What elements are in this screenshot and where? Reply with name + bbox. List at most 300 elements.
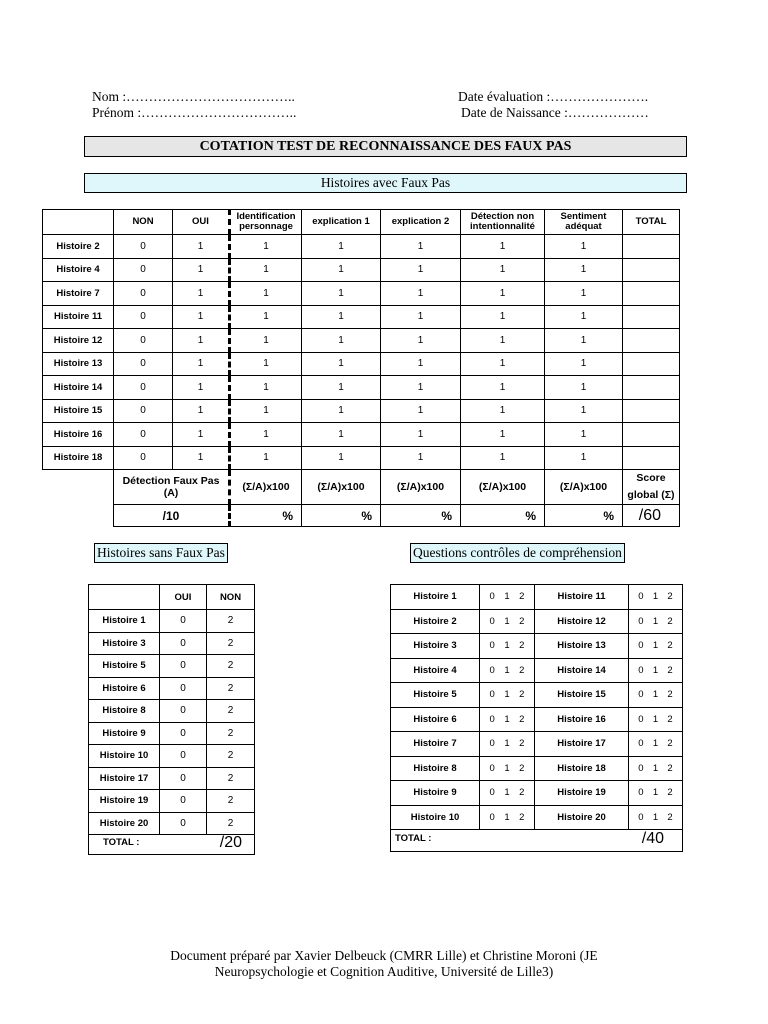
row-label: Histoire 15 [43, 399, 114, 423]
date-naissance-field[interactable]: Date de Naissance :……………… [461, 105, 649, 120]
prenom-field[interactable]: Prénom :…………………………….. [92, 105, 297, 120]
score-cell[interactable]: 2 [207, 767, 255, 790]
score-option[interactable]: 1 [504, 811, 510, 823]
table-header-row [89, 585, 255, 610]
score-cell[interactable]: 1 [381, 376, 461, 400]
table-row [43, 446, 680, 470]
score-option[interactable]: 0 [638, 738, 644, 750]
score-option[interactable]: 0 [489, 591, 495, 603]
row-label: Histoire 17 [89, 767, 160, 790]
score-options-cell[interactable] [629, 658, 683, 683]
score-options-cell[interactable] [629, 683, 683, 708]
score-option[interactable]: 0 [638, 811, 644, 823]
score-option[interactable]: 1 [652, 811, 659, 823]
score-option[interactable]: 0 [489, 689, 495, 701]
score-option[interactable]: 1 [504, 591, 510, 603]
score-option[interactable]: 2 [667, 787, 673, 799]
table-row [391, 683, 683, 708]
score-cell[interactable]: 0 [160, 700, 207, 723]
table-row [43, 352, 680, 376]
summary-value[interactable]: % [230, 505, 302, 527]
score-cell[interactable]: 0 [160, 655, 207, 678]
row-label: Histoire 13 [43, 352, 114, 376]
score-options-cell[interactable] [480, 805, 535, 830]
score-option[interactable]: 0 [489, 738, 495, 750]
nom-field[interactable]: Nom :……………………………….. [92, 89, 295, 104]
table-row [43, 399, 680, 423]
score-option[interactable]: 1 [504, 615, 510, 627]
table-row [89, 790, 255, 813]
row-label: Histoire 2 [43, 235, 114, 259]
score-cell[interactable]: 0 [114, 446, 173, 470]
score-option[interactable]: 0 [638, 787, 644, 799]
score-cell[interactable]: 0 [114, 376, 173, 400]
score-option[interactable]: 0 [638, 615, 644, 627]
score-option[interactable]: 2 [519, 640, 525, 652]
column-header: explication 1 [302, 210, 381, 235]
score-cell[interactable]: 0 [114, 282, 173, 306]
table-row [391, 805, 683, 830]
table-row [43, 423, 680, 447]
score-cell[interactable]: 1 [381, 305, 461, 329]
summary-value[interactable]: % [302, 505, 381, 527]
table-row [391, 658, 683, 683]
row-label: Histoire 19 [535, 781, 629, 806]
sans-faux-pas-table [88, 584, 255, 855]
score-options-cell[interactable] [480, 732, 535, 757]
score-option[interactable]: 0 [638, 664, 644, 676]
summary-label: Détection Faux Pas (A) [114, 470, 230, 505]
score-cell[interactable]: 0 [114, 423, 173, 447]
score-cell[interactable]: 1 [230, 376, 302, 400]
faux-pas-score-table [42, 209, 680, 527]
score-cell[interactable]: 1 [545, 282, 623, 306]
total-value: /40 [641, 830, 664, 847]
score-cell[interactable]: 1 [302, 329, 381, 353]
score-cell[interactable]: 0 [160, 610, 207, 633]
row-label: Histoire 19 [89, 790, 160, 813]
summary-label: (Σ/A)x100 [545, 470, 623, 505]
score-cell[interactable]: 1 [230, 235, 302, 259]
score-option[interactable]: 1 [652, 591, 659, 603]
score-cell[interactable]: 2 [207, 790, 255, 813]
summary-label: (Σ/A)x100 [381, 470, 461, 505]
score-cell[interactable]: 1 [302, 282, 381, 306]
score-option[interactable]: 1 [504, 640, 510, 652]
score-cell[interactable]: 0 [114, 258, 173, 282]
score-option[interactable]: 1 [652, 640, 659, 652]
row-label: Histoire 17 [535, 732, 629, 757]
score-options-cell[interactable] [480, 683, 535, 708]
score-option[interactable]: 2 [519, 787, 525, 799]
score-option[interactable]: 0 [489, 762, 495, 774]
score-option[interactable]: 2 [667, 615, 673, 627]
score-cell[interactable]: 1 [461, 423, 545, 447]
score-option[interactable]: 0 [489, 640, 495, 652]
control-questions-table [390, 584, 683, 852]
score-cell[interactable]: 1 [545, 258, 623, 282]
date-evaluation-field[interactable]: Date évaluation :…………………. [458, 89, 649, 104]
score-cell[interactable]: 0 [160, 722, 207, 745]
score-cell[interactable]: 0 [114, 305, 173, 329]
score-option[interactable]: 1 [652, 787, 659, 799]
score-option[interactable]: 1 [504, 689, 510, 701]
score-cell[interactable]: 1 [173, 305, 230, 329]
score-option[interactable]: 1 [652, 713, 659, 725]
column-header: TOTAL [623, 210, 680, 235]
score-option[interactable]: 2 [667, 640, 673, 652]
row-label: Histoire 16 [535, 707, 629, 732]
score-cell[interactable]: 1 [381, 282, 461, 306]
table-row [43, 376, 680, 400]
score-cell[interactable]: 2 [207, 700, 255, 723]
summary-label: (Σ/A)x100 [461, 470, 545, 505]
column-header: NON [114, 210, 173, 235]
row-label: Histoire 7 [43, 282, 114, 306]
total-label: TOTAL : [395, 833, 432, 844]
score-cell[interactable]: 1 [545, 305, 623, 329]
score-options-cell[interactable] [629, 732, 683, 757]
score-option[interactable]: 1 [504, 664, 510, 676]
footer [60, 948, 708, 980]
row-label: Histoire 18 [43, 446, 114, 470]
score-option[interactable]: 2 [519, 591, 525, 603]
row-label: Histoire 1 [89, 610, 160, 633]
row-label: Histoire 9 [89, 722, 160, 745]
table-row [391, 756, 683, 781]
row-label: Histoire 2 [391, 609, 480, 634]
table-row [43, 305, 680, 329]
score-option[interactable]: 1 [504, 787, 510, 799]
table-row [391, 634, 683, 659]
score-cell[interactable]: 1 [302, 305, 381, 329]
score-option[interactable]: 1 [652, 615, 659, 627]
score-cell[interactable]: 2 [207, 722, 255, 745]
score-cell[interactable]: 0 [114, 399, 173, 423]
summary-label: Score global (Σ) [623, 470, 680, 505]
score-options-cell[interactable] [629, 609, 683, 634]
summary-label-row [43, 470, 680, 505]
total-cell[interactable] [623, 258, 680, 282]
score-option[interactable]: 0 [489, 713, 495, 725]
score-option[interactable]: 2 [667, 664, 673, 676]
score-cell[interactable]: 0 [114, 352, 173, 376]
score-cell[interactable]: 1 [173, 329, 230, 353]
score-cell[interactable]: 1 [545, 376, 623, 400]
score-option[interactable]: 0 [638, 640, 644, 652]
score-cell[interactable]: 1 [302, 235, 381, 259]
score-cell[interactable]: 1 [230, 423, 302, 447]
score-cell[interactable]: 1 [545, 352, 623, 376]
score-option[interactable]: 1 [652, 664, 659, 676]
score-cell[interactable]: 1 [381, 235, 461, 259]
score-cell[interactable]: 2 [207, 745, 255, 768]
score-cell[interactable]: 1 [545, 235, 623, 259]
score-options-cell[interactable] [629, 805, 683, 830]
score-option[interactable]: 2 [667, 811, 673, 823]
table-row [391, 585, 683, 610]
total-cell[interactable] [623, 423, 680, 447]
score-cell[interactable]: 1 [545, 329, 623, 353]
score-cell[interactable]: 1 [461, 376, 545, 400]
total-cell[interactable] [623, 352, 680, 376]
score-options-cell[interactable] [480, 756, 535, 781]
section-title-sans-faux-pas: Histoires sans Faux Pas [94, 543, 228, 563]
score-cell[interactable]: 0 [160, 677, 207, 700]
total-cell[interactable] [89, 835, 255, 855]
score-option[interactable]: 2 [667, 713, 673, 725]
score-option[interactable]: 0 [638, 713, 644, 725]
summary-value[interactable]: /10 [114, 505, 230, 527]
table-row [43, 282, 680, 306]
score-cell[interactable]: 1 [381, 423, 461, 447]
score-cell[interactable]: 1 [230, 352, 302, 376]
table-row [89, 632, 255, 655]
score-cell[interactable]: 2 [207, 812, 255, 835]
section-title-questions-controles: Questions contrôles de compréhension [410, 543, 625, 563]
score-cell[interactable]: 1 [173, 282, 230, 306]
total-row [391, 830, 683, 852]
score-option[interactable]: 1 [504, 762, 510, 774]
score-cell[interactable]: 1 [173, 235, 230, 259]
score-options-cell[interactable] [480, 634, 535, 659]
row-label: Histoire 14 [535, 658, 629, 683]
score-cell[interactable]: 1 [461, 352, 545, 376]
score-cell[interactable]: 1 [461, 329, 545, 353]
total-cell[interactable] [623, 446, 680, 470]
table-row [89, 700, 255, 723]
table-row [89, 745, 255, 768]
summary-label: (Σ/A)x100 [302, 470, 381, 505]
score-cell[interactable]: 0 [160, 812, 207, 835]
table-row [391, 609, 683, 634]
score-options-cell[interactable] [629, 634, 683, 659]
total-cell[interactable] [623, 305, 680, 329]
score-option[interactable]: 1 [652, 738, 659, 750]
score-cell[interactable]: 0 [160, 632, 207, 655]
table-row [89, 812, 255, 835]
row-label: Histoire 11 [43, 305, 114, 329]
row-label: Histoire 16 [43, 423, 114, 447]
column-header: explication 2 [381, 210, 461, 235]
score-cell[interactable]: 0 [114, 329, 173, 353]
footer-line-2: Neuropsychologie et Cognition Auditive, Université de Lille3) [214, 964, 554, 979]
score-options-cell[interactable] [629, 707, 683, 732]
score-cell[interactable]: 1 [381, 329, 461, 353]
empty-cell [43, 470, 114, 505]
table-row [89, 767, 255, 790]
footer-line-1: Document préparé par Xavier Delbeuck (CMRR Lille) et Christine Moroni (JE [170, 948, 598, 963]
column-header: OUI [173, 210, 230, 235]
table-row [43, 258, 680, 282]
score-cell[interactable]: 1 [173, 258, 230, 282]
row-label: Histoire 14 [43, 376, 114, 400]
score-cell[interactable]: 1 [302, 399, 381, 423]
table-row [391, 732, 683, 757]
score-cell[interactable]: 1 [302, 423, 381, 447]
score-cell[interactable]: 1 [545, 423, 623, 447]
score-option[interactable]: 0 [638, 591, 644, 603]
total-label: TOTAL : [103, 837, 140, 848]
section-title-avec-faux-pas: Histoires avec Faux Pas [84, 173, 687, 193]
row-label: Histoire 20 [535, 805, 629, 830]
row-label: Histoire 4 [43, 258, 114, 282]
score-option[interactable]: 2 [519, 615, 525, 627]
row-label: Histoire 10 [89, 745, 160, 768]
table-row [89, 610, 255, 633]
table-row [43, 329, 680, 353]
score-option[interactable]: 0 [489, 615, 495, 627]
table-row [89, 722, 255, 745]
total-cell[interactable] [623, 282, 680, 306]
score-option[interactable]: 1 [652, 762, 659, 774]
total-cell[interactable] [623, 235, 680, 259]
score-cell[interactable]: 2 [207, 632, 255, 655]
total-cell[interactable] [623, 329, 680, 353]
score-cell[interactable]: 1 [173, 399, 230, 423]
row-label: Histoire 8 [89, 700, 160, 723]
score-cell[interactable]: 0 [160, 790, 207, 813]
column-header [43, 210, 114, 235]
score-option[interactable]: 2 [519, 689, 525, 701]
score-cell[interactable]: 1 [230, 446, 302, 470]
score-options-cell[interactable] [629, 781, 683, 806]
score-cell[interactable]: 0 [114, 235, 173, 259]
score-cell[interactable]: 1 [230, 399, 302, 423]
score-cell[interactable]: 0 [160, 767, 207, 790]
score-options-cell[interactable] [480, 781, 535, 806]
table-row [391, 707, 683, 732]
score-cell[interactable]: 1 [545, 446, 623, 470]
score-cell[interactable]: 0 [160, 745, 207, 768]
row-label: Histoire 12 [43, 329, 114, 353]
column-header: Identification personnage [230, 210, 302, 235]
row-label: Histoire 8 [391, 756, 480, 781]
score-option[interactable]: 2 [519, 713, 525, 725]
column-header: Détection non intentionnalité [461, 210, 545, 235]
total-cell[interactable] [623, 399, 680, 423]
score-cell[interactable]: 2 [207, 655, 255, 678]
score-cell[interactable]: 1 [173, 352, 230, 376]
score-option[interactable]: 0 [638, 689, 644, 701]
table-row [89, 677, 255, 700]
row-label: Histoire 4 [391, 658, 480, 683]
score-option[interactable]: 2 [519, 738, 525, 750]
score-option[interactable]: 2 [667, 762, 673, 774]
row-label: Histoire 20 [89, 812, 160, 835]
score-option[interactable]: 2 [667, 738, 673, 750]
score-options-cell[interactable] [629, 585, 683, 610]
score-options-cell[interactable] [480, 585, 535, 610]
score-option[interactable]: 1 [504, 713, 510, 725]
row-label: Histoire 12 [535, 609, 629, 634]
row-label: Histoire 7 [391, 732, 480, 757]
score-cell[interactable]: 1 [461, 305, 545, 329]
score-cell[interactable]: 1 [173, 423, 230, 447]
score-options-cell[interactable] [629, 756, 683, 781]
empty-cell [43, 505, 114, 527]
column-header: NON [207, 585, 255, 610]
row-label: Histoire 15 [535, 683, 629, 708]
score-cell[interactable]: 1 [302, 352, 381, 376]
score-cell[interactable]: 1 [230, 258, 302, 282]
score-option[interactable]: 0 [638, 762, 644, 774]
score-option[interactable]: 0 [489, 664, 495, 676]
total-row [89, 835, 255, 855]
table-header-row [43, 210, 680, 235]
row-label: Histoire 9 [391, 781, 480, 806]
row-label: Histoire 18 [535, 756, 629, 781]
score-cell[interactable]: 1 [173, 376, 230, 400]
total-cell[interactable] [391, 830, 683, 852]
score-cell[interactable]: 1 [302, 376, 381, 400]
score-option[interactable]: 0 [489, 811, 495, 823]
summary-label: (Σ/A)x100 [230, 470, 302, 505]
row-label: Histoire 10 [391, 805, 480, 830]
score-option[interactable]: 0 [489, 787, 495, 799]
score-cell[interactable]: 2 [207, 677, 255, 700]
score-cell[interactable]: 1 [230, 329, 302, 353]
score-cell[interactable]: 1 [381, 399, 461, 423]
score-option[interactable]: 2 [667, 591, 673, 603]
score-cell[interactable]: 1 [230, 282, 302, 306]
score-cell[interactable]: 1 [461, 446, 545, 470]
summary-value[interactable]: % [461, 505, 545, 527]
row-label: Histoire 13 [535, 634, 629, 659]
score-cell[interactable]: 1 [461, 258, 545, 282]
score-cell[interactable]: 1 [302, 258, 381, 282]
score-option[interactable]: 2 [667, 689, 673, 701]
total-value: /20 [219, 834, 242, 851]
score-option[interactable]: 2 [519, 811, 525, 823]
table-row [43, 235, 680, 259]
score-cell[interactable]: 1 [302, 446, 381, 470]
score-cell[interactable]: 1 [545, 399, 623, 423]
score-options-cell[interactable] [480, 707, 535, 732]
score-cell[interactable]: 1 [381, 258, 461, 282]
column-header: Sentiment adéquat [545, 210, 623, 235]
total-cell[interactable] [623, 376, 680, 400]
summary-value[interactable]: /60 [623, 505, 680, 527]
score-cell[interactable]: 1 [461, 399, 545, 423]
score-cell[interactable]: 1 [461, 282, 545, 306]
score-cell[interactable]: 1 [381, 446, 461, 470]
score-option[interactable]: 1 [652, 689, 659, 701]
score-options-cell[interactable] [480, 658, 535, 683]
row-label: Histoire 6 [89, 677, 160, 700]
row-label: Histoire 5 [89, 655, 160, 678]
score-cell[interactable]: 1 [461, 235, 545, 259]
summary-value[interactable]: % [545, 505, 623, 527]
summary-value[interactable]: % [381, 505, 461, 527]
score-cell[interactable]: 1 [173, 446, 230, 470]
score-option[interactable]: 2 [519, 664, 525, 676]
score-cell[interactable]: 1 [381, 352, 461, 376]
row-label: Histoire 3 [89, 632, 160, 655]
summary-value-row [43, 505, 680, 527]
table-row [391, 781, 683, 806]
column-header [89, 585, 160, 610]
page-title: COTATION TEST DE RECONNAISSANCE DES FAUX PAS [84, 136, 687, 157]
row-label: Histoire 3 [391, 634, 480, 659]
row-label: Histoire 6 [391, 707, 480, 732]
score-options-cell[interactable] [480, 609, 535, 634]
table-row [89, 655, 255, 678]
score-option[interactable]: 2 [519, 762, 525, 774]
score-cell[interactable]: 2 [207, 610, 255, 633]
score-cell[interactable]: 1 [230, 305, 302, 329]
score-option[interactable]: 1 [504, 738, 510, 750]
